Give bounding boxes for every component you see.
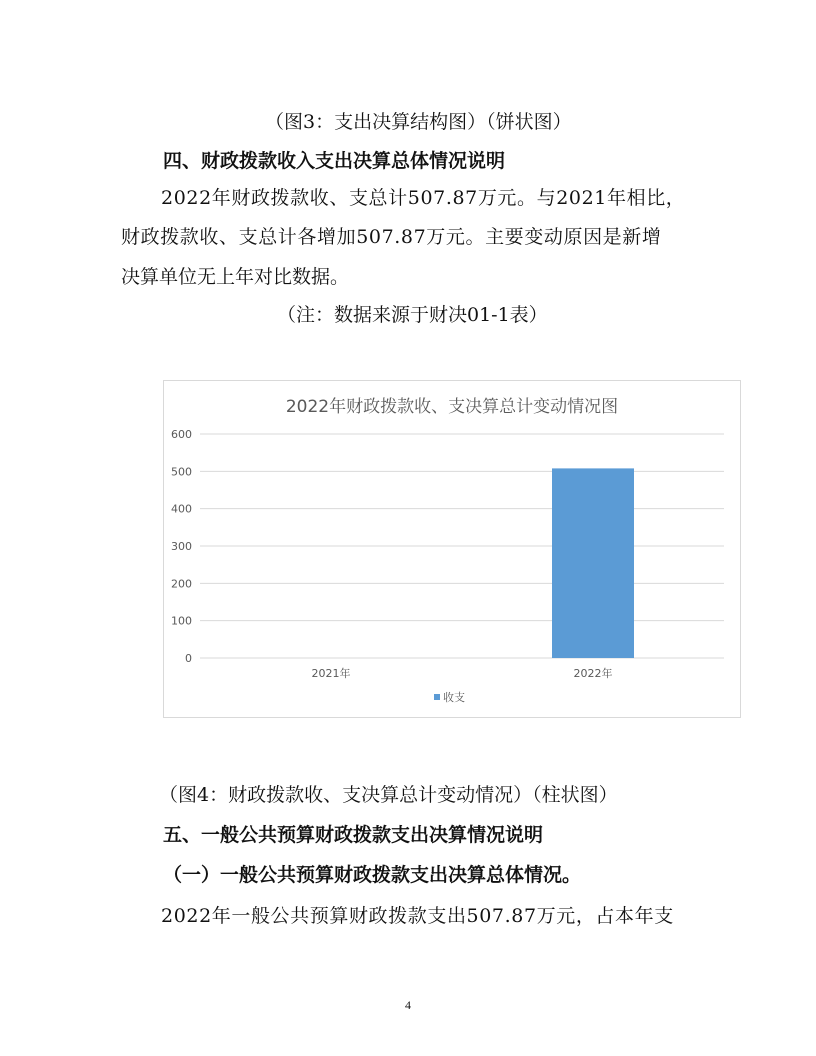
- y-tick-label: 600: [171, 428, 192, 441]
- y-tick-label: 300: [171, 540, 192, 553]
- figure4-caption: （图4：财政拨款收、支决算总计变动情况）（柱状图）: [159, 784, 618, 806]
- section5-subheading: （一）一般公共预算财政拨款支出决算总体情况。: [163, 864, 582, 886]
- page-number: 4: [405, 998, 411, 1012]
- section4-paragraph-line1: 2022年财政拨款收、支总计507.87万元。与2021年相比，: [161, 187, 686, 209]
- bar-2022年: [552, 468, 634, 658]
- section4-heading: 四、财政拨款收入支出决算总体情况说明: [163, 150, 506, 172]
- y-tick-label: 100: [171, 614, 192, 628]
- figure3-caption: （图3：支出决算结构图）（饼状图）: [265, 111, 572, 133]
- y-tick-label: 500: [171, 465, 192, 479]
- section4-paragraph-line3: 决算单位无上年对比数据。: [121, 266, 350, 288]
- y-tick-label: 400: [171, 502, 192, 516]
- chart-title: 2022年财政拨款收、支决算总计变动情况图: [285, 397, 619, 417]
- chart-canvas: [164, 381, 740, 717]
- bar-chart: [163, 380, 741, 718]
- y-tick-label: 0: [185, 652, 192, 665]
- x-tick-label: 2021年: [311, 667, 351, 680]
- y-tick-label: 200: [171, 577, 192, 591]
- x-tick-label: 2022年: [573, 667, 613, 680]
- legend-swatch: [434, 694, 440, 700]
- section5-paragraph-line1: 2022年一般公共预算财政拨款支出507.87万元，占本年支: [161, 905, 674, 927]
- data-source-note: （注：数据来源于财决01-1表）: [277, 304, 548, 326]
- section4-paragraph-line2: 财政拨款收、支总计各增加507.87万元。主要变动原因是新增: [121, 226, 662, 248]
- section5-heading: 五、一般公共预算财政拨款支出决算情况说明: [163, 824, 544, 846]
- legend-label: 收支: [443, 691, 465, 704]
